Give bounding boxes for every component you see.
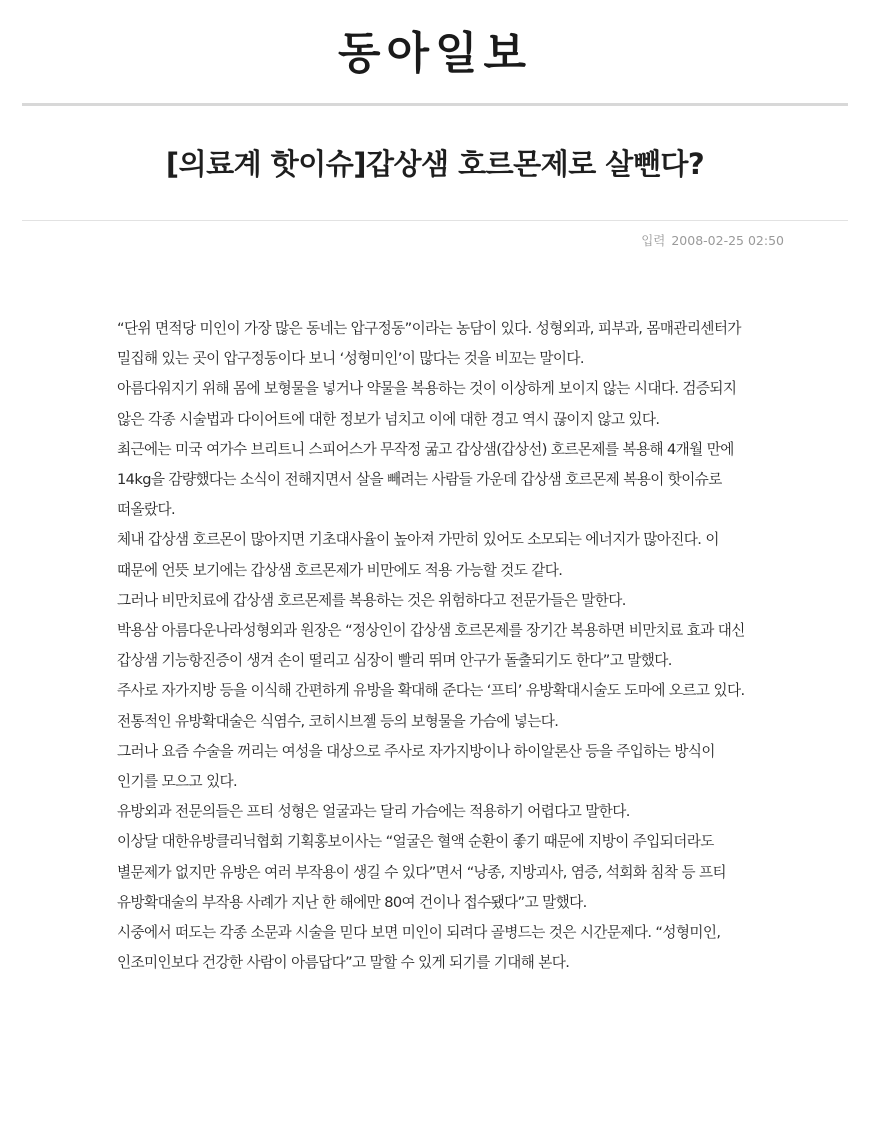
article-paragraph: 그러나 요즘 수술을 꺼리는 여성을 대상으로 주사로 자가지방이나 하이알론산 등을 주입하는 방식이 인기를 모으고 있다. <box>117 742 715 791</box>
article-paragraph: 체내 갑상샘 호르몬이 많아지면 기초대사율이 높아져 가만히 있어도 소모되는 에너지가 많아진다. 이 때문에 언뜻 보기에는 갑상샘 호르몬제가 비만에도 적용 가능할 것도 같다. <box>117 531 719 579</box>
article-headline: [의료계 핫이슈]갑상샘 호르몬제로 살뺀다? <box>165 147 705 181</box>
masthead <box>0 0 870 104</box>
article-paragraph: 유방외과 전문의들은 프티 성형은 얼굴과는 달리 가슴에는 적용하기 어렵다고 말한다. <box>117 803 630 821</box>
article-paragraph: 최근에는 미국 여가수 브리트니 스피어스가 무작정 굶고 갑상샘(갑상선) 호르몬제를 복용해 4개월 만에 14kg을 감량했다는 소식이 전해지면서 살을 빼려는 사람들 가운데 갑상샘 호르몬제 복용이 핫이슈로 떠올랐다. <box>117 440 734 519</box>
article-paragraph: 이상달 대한유방클리닉협회 기획홍보이사는 “얼굴은 혈액 순환이 좋기 때문에 지방이 주입되더라도 별문제가 없지만 유방은 여러 부작용이 생길 수 있다”면서 “낭종, 지방괴사, 염증, 석회화 침착 등 프티 유방확대술의 부작용 사례가 지난 한 해에만 80여 건이나 접수됐다”고 말했다. <box>117 833 726 911</box>
date-label: 입력 <box>641 233 666 248</box>
article-paragraph: 시중에서 떠도는 각종 소문과 시술을 믿다 보면 미인이 되려다 골병드는 것은 시간문제다. “성형미인, 인조미인보다 건강한 사람이 아름답다”고 말할 수 있게 되기를 기대해 본다. <box>117 924 721 972</box>
publish-dateline <box>639 232 784 250</box>
article-body <box>117 314 759 978</box>
article-paragraph: 박용삼 아름다운나라성형외과 원장은 “정상인이 갑상샘 호르몬제를 장기간 복용하면 비만치료 효과 대신 갑상샘 기능항진증이 생겨 손이 떨리고 심장이 빨리 뛰며 안구가 돌출되기도 한다”고 말했다. <box>117 622 745 670</box>
headline-divider <box>22 220 848 221</box>
article-paragraph: 주사로 자가지방 등을 이식해 간편하게 유방을 확대해 준다는 ‘프티’ 유방확대시술도 도마에 오르고 있다. 전통적인 유방확대술은 식염수, 코히시브젤 등의 보형물을 가슴에 넣는다. <box>117 682 745 730</box>
masthead-divider <box>22 103 848 106</box>
article-paragraph: “단위 면적당 미인이 가장 많은 동네는 압구정동”이라는 농담이 있다. 성형외과, 피부과, 몸매관리센터가 밀집해 있는 곳이 압구정동이다 보니 ‘성형미인’이 많다는 것을 비꼬는 말이다. <box>117 320 741 368</box>
date-value: 2008-02-25 02:50 <box>671 233 784 248</box>
article-paragraph: 아름다워지기 위해 몸에 보형물을 넣거나 약물을 복용하는 것이 이상하게 보이지 않는 시대다. 검증되지 않은 각종 시술법과 다이어트에 대한 정보가 넘치고 이에 대한 경고 역시 끊이지 않고 있다. <box>117 380 737 428</box>
newspaper-logo[interactable]: 동아일보 <box>337 28 532 79</box>
article-paragraph: 그러나 비만치료에 갑상샘 호르몬제를 복용하는 것은 위험하다고 전문가들은 말한다. <box>117 591 626 609</box>
